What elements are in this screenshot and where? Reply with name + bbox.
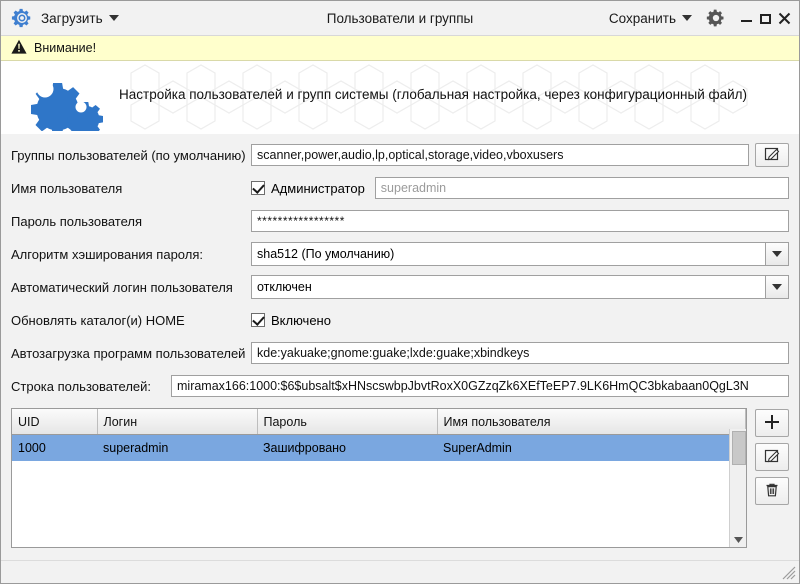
users-table-area [1,404,799,548]
window-controls [740,12,791,25]
resize-grip-icon[interactable] [782,566,796,580]
autologin-label: Автоматический логин пользователя [11,279,233,295]
gear-icon [11,7,33,29]
groups-label: Группы пользователей (по умолчанию) [11,147,246,163]
pencil-edit-icon [764,448,780,467]
userstring-row [11,371,789,401]
autostart-row [11,338,789,368]
chevron-down-glyph [772,251,782,257]
autologin-row [11,272,789,302]
groups-input[interactable]: scanner,power,audio,lp,optical,storage,video,vboxusers [251,144,749,166]
username-input[interactable]: superadmin [375,177,789,199]
hash-select-value: sha512 (По умолчанию) [257,247,395,261]
plus-icon [764,414,780,433]
warning-bar [1,36,799,61]
delete-row-button[interactable] [755,477,789,505]
chevron-down-icon[interactable] [765,243,788,265]
cell-password: Зашифровано [257,435,437,462]
status-bar [1,560,799,583]
autologin-select[interactable] [251,275,789,299]
add-row-button[interactable] [755,409,789,437]
column-header-uid[interactable]: UID [12,409,97,435]
chevron-down-icon [682,15,692,21]
home-row [11,305,789,335]
home-label: Обновлять каталог(и) HOME [11,312,185,328]
maximize-icon[interactable] [759,12,772,25]
title-bar [1,1,799,36]
username-label: Имя пользователя [11,180,123,196]
save-menu-button[interactable] [609,11,692,26]
header-banner [1,61,799,134]
cell-uid: 1000 [12,435,97,462]
admin-checkbox-label: Администратор [271,180,365,196]
scroll-down-icon[interactable] [730,532,746,547]
users-table [11,408,747,548]
banner-title: Настройка пользователей и групп системы (глобальная настройка, через конфигурационный файл) [119,87,748,102]
table-vertical-scrollbar[interactable] [729,429,746,547]
autostart-input[interactable]: kde:yakuake;gnome:guake;lxde:guake;xbindkeys [251,342,789,364]
cell-login: superadmin [97,435,257,462]
autologin-select-value: отключен [257,280,312,294]
password-row [11,206,789,236]
hash-label: Алгоритм хэширования пароля: [11,246,203,262]
column-header-login[interactable]: Логин [97,409,257,435]
chevron-down-glyph [772,284,782,290]
column-header-password[interactable]: Пароль [257,409,437,435]
password-label: Пароль пользователя [11,213,143,229]
edit-row-button[interactable] [755,443,789,471]
username-row [11,173,789,203]
groups-edit-button[interactable] [755,143,789,167]
hash-select[interactable] [251,242,789,266]
settings-form [1,134,799,401]
save-menu-label: Сохранить [608,10,676,26]
userstring-input[interactable]: miramax166:1000:$6$ubsalt$xHNscswbpJbvtRoxX0GZzqZk6XEfTeEP7.9LK6HmQC3bkabaan0QgL3N [171,375,789,397]
gears-icon [19,67,109,131]
load-menu-button[interactable] [41,11,119,26]
close-icon[interactable] [778,12,791,25]
title-bar-left [1,7,119,29]
table-header-row [12,409,746,435]
minimize-icon[interactable] [740,12,753,25]
autostart-label: Автозагрузка программ пользователей [11,345,246,361]
password-input[interactable]: ***************** [251,210,789,232]
admin-checkbox[interactable] [251,181,265,195]
settings-gear-icon[interactable] [706,8,726,28]
table-row[interactable] [12,435,746,462]
cell-fullname: SuperAdmin [437,435,746,462]
chevron-down-icon[interactable] [765,276,788,298]
pencil-edit-icon [764,146,780,165]
load-menu-label: Загрузить [41,10,103,26]
warning-triangle-icon [11,39,27,58]
table-action-buttons [755,408,789,548]
title-bar-right [609,8,799,28]
chevron-down-icon [109,15,119,21]
home-checkbox[interactable] [251,313,265,327]
window-title: Пользователи и группы [326,10,474,26]
column-header-fullname[interactable]: Имя пользователя [437,409,746,435]
scrollbar-thumb[interactable] [732,431,746,465]
home-checkbox-label: Включено [271,312,331,328]
userstring-label: Строка пользователей: [11,378,152,394]
groups-row [11,140,789,170]
warning-text: Внимание! [34,41,97,55]
trash-icon [764,482,780,501]
hash-row [11,239,789,269]
